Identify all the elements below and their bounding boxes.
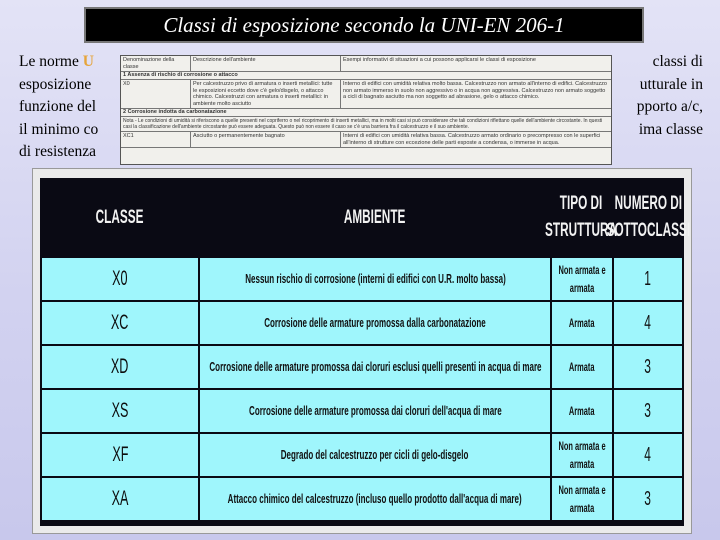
- header-cell-classe: [40, 178, 200, 256]
- paragraph-text: esposizione: [19, 75, 92, 93]
- tipo-text: [558, 437, 605, 473]
- cell-tipo: [552, 346, 612, 388]
- ambiente-text: Corrosione delle armature promossa dalla carbonatazione: [264, 316, 486, 330]
- cell-ambiente: [200, 302, 550, 344]
- tipo-text: Armata: [569, 316, 595, 330]
- cell-ambiente: [200, 434, 550, 476]
- scan-section-title: 2 Corrosione indotta da carbonatazione: [121, 109, 611, 117]
- tipo-text: [558, 261, 605, 297]
- cell-tipo: [552, 302, 612, 344]
- paragraph-text: utturale in: [639, 75, 703, 93]
- scan-cell: X0: [121, 80, 191, 108]
- header-cell-numero: [606, 178, 690, 256]
- paragraph-text: funzione del: [19, 98, 97, 115]
- cell-classe: [42, 302, 198, 344]
- cell-classe: [42, 434, 198, 476]
- scan-cell: Per calcestruzzo privo di armatura o inserti metallici: tutte le esposizioni eccetto dove c'è gelo/disgelo, o attacco chimico. Calcestruzzi con armatura o inserti metallici: in ambiente molto asciutto: [191, 80, 341, 108]
- scan-header-cell: Esempi informativi di situazioni a cui possono applicarsi le classi di esposizione: [343, 57, 536, 63]
- classe-code: XA: [111, 487, 129, 510]
- cell-tipo: [552, 390, 612, 432]
- table-row: [42, 434, 682, 476]
- cell-tipo: [552, 478, 612, 520]
- paragraph-text: ima classe: [638, 120, 703, 138]
- scan-cell: Interno di edifici con umidità relativa molto bassa. Calcestruzzo non armato all'interno di edifici. Calcestruzzo non armato immerso in suolo non aggressivo o in acqua non aggressiva. Calcestruzzo non armato soggetto a cicli di bagnato asciutto ma non soggetto ad abrasione, gelo o attacco chimico.: [343, 81, 607, 100]
- cell-ambiente: [200, 258, 550, 300]
- scan-header-cell: Descrizione dell'ambiente: [191, 56, 341, 71]
- ambiente-text: Degrado del calcestruzzo per cicli di gelo-disgelo: [281, 448, 469, 462]
- scan-cell: XC1: [121, 132, 191, 147]
- header-ambiente: AMBIENTE: [344, 206, 406, 228]
- header-tipo-line: STRUTTURA: [545, 220, 618, 241]
- tipo-line: armata: [569, 457, 595, 471]
- table-row: [42, 346, 682, 388]
- scan-row: [121, 80, 611, 109]
- numero-value: 3: [644, 355, 652, 378]
- numero-value: 4: [644, 311, 652, 334]
- paragraph-text: classi di: [652, 53, 703, 70]
- header-classe: CLASSE: [96, 206, 144, 228]
- highlight-text: U: [82, 53, 94, 70]
- cell-classe: [42, 258, 198, 300]
- tipo-line: armata: [569, 281, 595, 295]
- header-numero: [606, 190, 690, 244]
- cell-numero: [614, 258, 682, 300]
- cell-tipo: [552, 434, 612, 476]
- header-cell-tipo: [545, 178, 618, 256]
- paragraph-text: Le norme: [19, 53, 79, 70]
- ambiente-text: Corrosione delle armature promossa dai cloruri esclusi quelli presenti in acqua di mare: [208, 360, 542, 374]
- scan-note: Nota - Le condizioni di umidità si riferiscono a quelle presenti nel copriferro o nel ricoprimento di inserti metallici, ma in molti casi si può considerare che tali condizioni riflettano quelle dell'ambiente circostante. In questi casi la classificazione dell'ambiente circostante può essere adeguata. Questo può non essere il caso se c'è una barriera fra il calcestruzzo e il suo ambiente.: [121, 117, 611, 132]
- classe-code: XS: [111, 399, 129, 422]
- numero-value: 3: [644, 399, 652, 422]
- classe-code: XF: [111, 443, 129, 466]
- exposure-class-table: [40, 178, 690, 526]
- table-row: [42, 258, 682, 300]
- table-header-row: [40, 178, 690, 256]
- scan-cell: Interni di edifici con umidità relativa bassa. Calcestruzzo armato ordinario o precompresso con le superfici all'interno di strutture con eccezione delle parti esposte a condensa, o immerse in acqua.: [343, 133, 601, 146]
- header-numero-line: SOTTOCLASSI: [606, 220, 690, 241]
- paragraph-text: di resistenza: [19, 143, 97, 160]
- header-cell-ambiente: [200, 178, 550, 256]
- scan-header-cell: Denominazione della classe: [121, 56, 191, 71]
- tipo-line: armata: [569, 501, 595, 515]
- cell-classe: [42, 346, 198, 388]
- cell-ambiente: [200, 346, 550, 388]
- cell-numero: [614, 390, 682, 432]
- cell-numero: [614, 434, 682, 476]
- classe-code: XC: [111, 311, 129, 334]
- cell-ambiente: [200, 478, 550, 520]
- paragraph-text: pporto a/c,: [636, 98, 703, 115]
- tipo-text: Armata: [569, 360, 595, 374]
- classe-code: XD: [111, 355, 129, 378]
- cell-tipo: [552, 258, 612, 300]
- scanned-norm-table: [120, 55, 612, 165]
- scan-row: [121, 132, 611, 148]
- header-numero-line: NUMERO DI: [614, 193, 682, 214]
- paragraph-text: il minimo co: [19, 120, 99, 138]
- slide-title: Classi di esposizione secondo la UNI-EN 206-1: [163, 12, 565, 37]
- cell-classe: [42, 478, 198, 520]
- tipo-text: Armata: [569, 404, 595, 418]
- scan-cell: Asciutto o permanentemente bagnato: [191, 132, 341, 147]
- ambiente-text: Attacco chimico del calcestruzzo (incluso quello prodotto dall'acqua di mare): [228, 492, 522, 506]
- scan-header-row: [121, 56, 611, 72]
- table-row: [42, 302, 682, 344]
- cell-ambiente: [200, 390, 550, 432]
- slide-title-bar: [84, 7, 644, 43]
- classe-code: X0: [112, 267, 128, 290]
- ambiente-text: Corrosione delle armature promossa dai cloruri dell'acqua di mare: [248, 404, 502, 418]
- cell-numero: [614, 346, 682, 388]
- tipo-line: Non armata e: [558, 263, 606, 277]
- cell-classe: [42, 390, 198, 432]
- header-tipo-line: TIPO DI: [559, 193, 603, 214]
- numero-value: 1: [644, 267, 652, 290]
- cell-numero: [614, 302, 682, 344]
- scan-section-title: 1 Assenza di rischio di corrosione o attacco: [121, 72, 611, 80]
- ambiente-text: Nessun rischio di corrosione (interni di edifici con U.R. molto bassa): [244, 272, 506, 286]
- numero-value: 4: [644, 443, 652, 466]
- numero-value: 3: [644, 487, 652, 510]
- table-row: [42, 478, 682, 520]
- cell-numero: [614, 478, 682, 520]
- tipo-line: Non armata e: [558, 483, 606, 497]
- tipo-text: [558, 481, 605, 517]
- tipo-line: Non armata e: [558, 439, 606, 453]
- table-row: [42, 390, 682, 432]
